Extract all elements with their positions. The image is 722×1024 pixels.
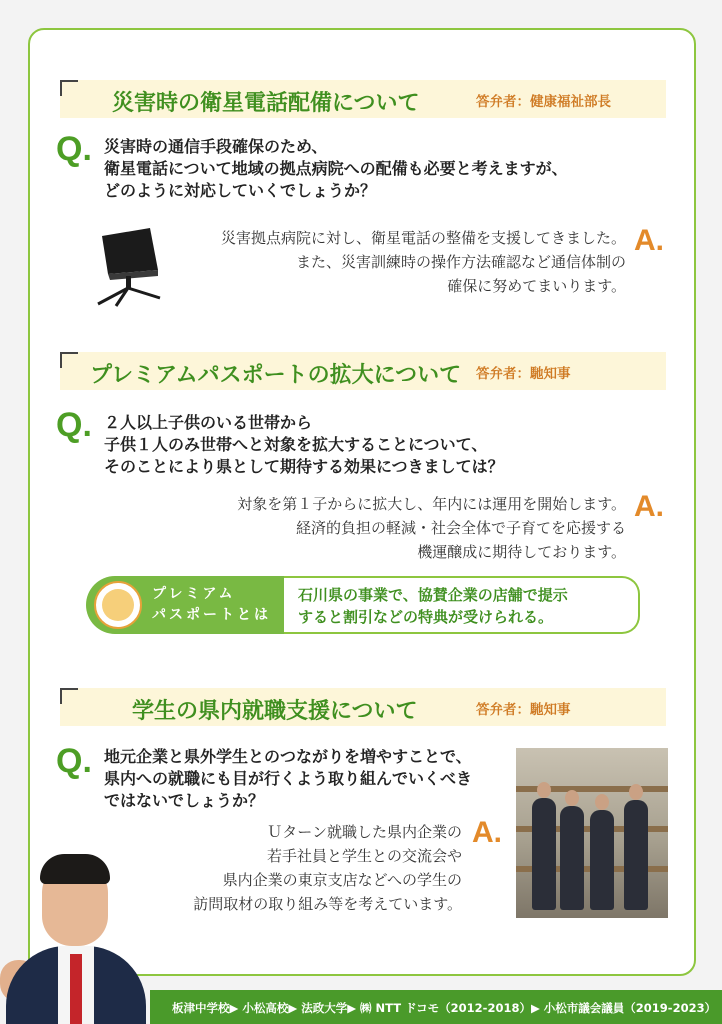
responder-label: 答弁者：馳知事 bbox=[476, 366, 571, 382]
speaker-portrait bbox=[0, 850, 150, 1024]
responder-label: 答弁者：健康福祉部長 bbox=[476, 94, 611, 110]
question-text bbox=[104, 136, 644, 202]
question-line: 県内への就職にも目が行くよう取り組んでいくべき bbox=[104, 769, 473, 788]
answer-text bbox=[150, 226, 626, 298]
answer-text bbox=[150, 492, 626, 564]
premium-description-panel bbox=[284, 576, 640, 634]
answer-mark: A. bbox=[634, 224, 664, 257]
section-heading-band bbox=[60, 80, 666, 118]
answer-line: 対象を第１子からに拡大し、年内には運用を開始します。 bbox=[237, 495, 626, 513]
answer-line: 若手社員と学生との交流会や bbox=[266, 847, 462, 865]
answer-line: Ｕターン就職した県内企業の bbox=[267, 823, 462, 841]
section-title: プレミアムパスポートの拡大について bbox=[90, 363, 462, 388]
question-text bbox=[104, 412, 644, 478]
answer-mark: A. bbox=[634, 490, 664, 523]
section-heading-band bbox=[60, 352, 666, 390]
premium-passport-info-box bbox=[86, 576, 640, 634]
question-line: 地元企業と県外学生とのつながりを増やすことで、 bbox=[104, 747, 472, 766]
answer-mark: A. bbox=[472, 816, 502, 849]
premium-label bbox=[152, 584, 271, 626]
section-title: 学生の県内就職支援について bbox=[132, 699, 418, 724]
answer-line: 災害拠点病院に対し、衛星電話の整備を支援してきました。 bbox=[220, 229, 626, 247]
question-line: どのように対応していくでしょうか？ bbox=[104, 181, 377, 200]
question-mark: Q. bbox=[56, 406, 92, 444]
question-line: 衛星電話について地域の拠点病院への配備も必要と考えますが、 bbox=[104, 159, 568, 178]
question-text bbox=[104, 746, 514, 812]
question-line: 災害時の通信手段確保のため、 bbox=[104, 137, 328, 156]
career-footer: 板津中学校▶ 小松高校▶ 法政大学▶ ㈱ NTT ドコモ（2012-2018）▶ 小松市議会議員（2019-2023） bbox=[150, 990, 722, 1024]
answer-text bbox=[150, 820, 462, 916]
question-line: 子供１人のみ世帯へと対象を拡大することについて、 bbox=[104, 435, 488, 454]
question-line: そのことにより県として期待する効果につきましては？ bbox=[104, 457, 504, 476]
answer-line: 機運醸成に期待しております。 bbox=[417, 543, 626, 561]
answer-line: 確保に努めてまいります。 bbox=[447, 277, 626, 295]
answer-line: 県内企業の東京支店などへの学生の bbox=[222, 871, 462, 889]
premium-passport-logo-icon bbox=[94, 581, 142, 629]
question-mark: Q. bbox=[56, 742, 92, 780]
group-photo bbox=[516, 748, 668, 918]
premium-label-panel bbox=[86, 576, 284, 634]
responder-label: 答弁者：馳知事 bbox=[476, 702, 571, 718]
question-line: ２人以上子供のいる世帯から bbox=[104, 413, 313, 432]
premium-description-line: すると割引などの特典が受けられる。 bbox=[298, 608, 554, 626]
question-mark: Q. bbox=[56, 130, 92, 168]
question-line: ではないでしょうか？ bbox=[104, 791, 265, 810]
premium-label-line: パスポートとは bbox=[152, 607, 271, 623]
content-card bbox=[28, 28, 696, 976]
section-title: 災害時の衛星電話配備について bbox=[112, 91, 420, 116]
answer-line: 訪問取材の取り組み等を考えています。 bbox=[193, 895, 462, 913]
answer-line: また、災害訓練時の操作方法確認など通信体制の bbox=[295, 253, 626, 271]
premium-label-line: プレミアム bbox=[152, 586, 236, 602]
answer-line: 経済的負担の軽減・社会全体で子育てを応援する bbox=[295, 519, 626, 537]
section-heading-band bbox=[60, 688, 666, 726]
premium-description-line: 石川県の事業で、協賛企業の店舗で提示 bbox=[298, 586, 568, 604]
premium-description bbox=[298, 584, 568, 628]
